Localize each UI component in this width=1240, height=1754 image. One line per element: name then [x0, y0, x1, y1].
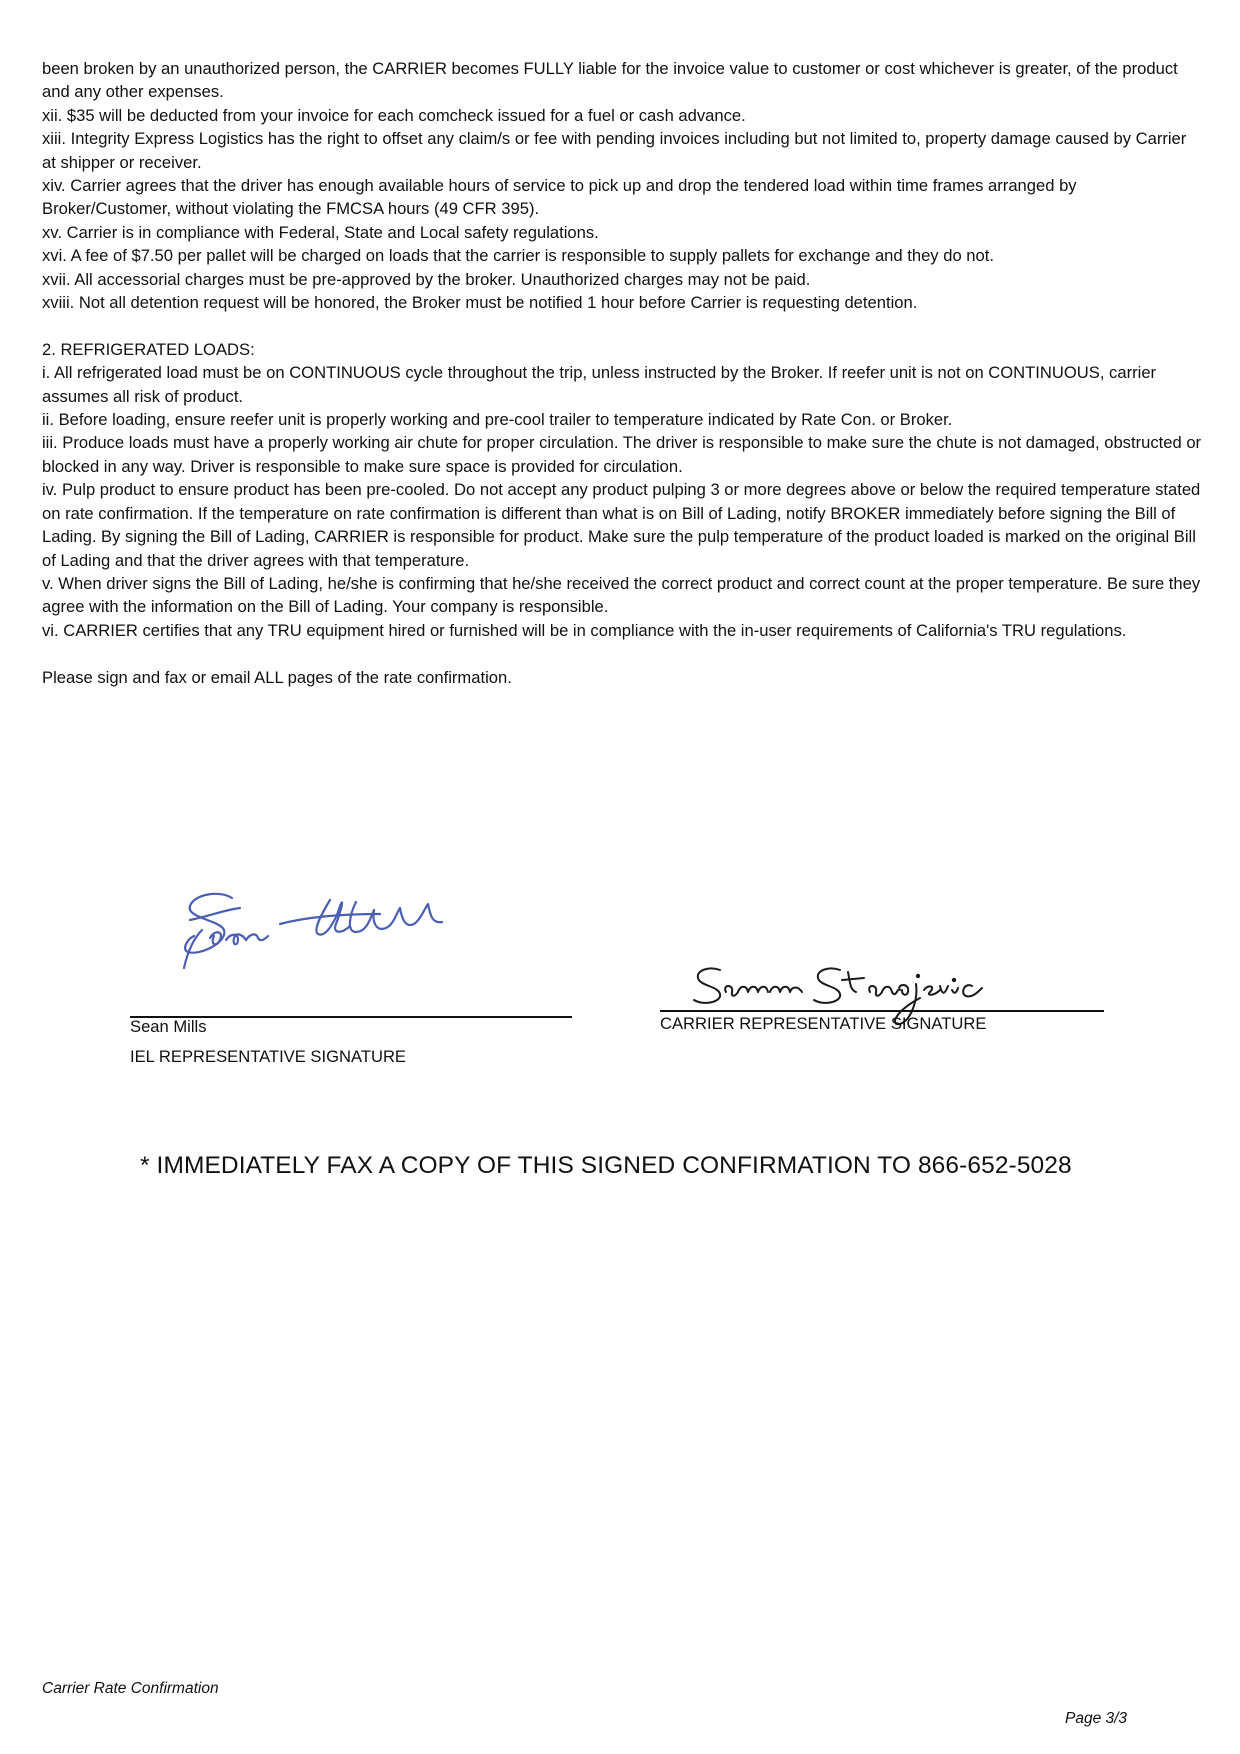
footer-document-title: Carrier Rate Confirmation	[42, 1680, 219, 1697]
footer-page-number: Page 3/3	[1065, 1710, 1128, 1727]
term-xviii: xviii. Not all detention request will be honored, the Broker must be notified 1 hour before Carrier is requesting detention.	[42, 293, 918, 313]
iel-handwritten-signature	[180, 880, 500, 980]
refrigerated-i: i. All refrigerated load must be on CONTINUOUS cycle throughout the trip, unless instructed by the Broker. If reefer unit is not on CONTINUOUS, carrier assumes all risk of product.	[42, 363, 1157, 406]
term-xvii: xvii. All accessorial charges must be pre-approved by the broker. Unauthorized charges may not be paid.	[42, 269, 811, 289]
term-xvi: xvi. A fee of $7.50 per pallet will be charged on loads that the carrier is responsible to supply pallets for exchange and they do not.	[42, 246, 994, 266]
refrigerated-iv: iv. Pulp product to ensure product has been pre-cooled. Do not accept any product pulping 3 or more degrees above or below the required temperature stated on rate confirmation. If the temperature on rate confirmation is different than what is on Bill of Lading, notify BROKER immediately before signing the Bill of Lading. By signing the Bill of Lading, CARRIER is responsible for product. Make sure the pulp temperature of the product loaded is marked on the original Bill of Lading and that the driver agrees with that temperature.	[42, 480, 1201, 570]
spacer	[42, 314, 1202, 337]
iel-representative-name: Sean Mills	[130, 1017, 207, 1036]
refrigerated-vi: vi. CARRIER certifies that any TRU equipment hired or furnished will be in compliance with the in-user requirements of California's TRU regulations.	[42, 620, 1127, 640]
iel-signature-label: IEL REPRESENTATIVE SIGNATURE	[130, 1047, 406, 1066]
fax-instruction-note: * IMMEDIATELY FAX A COPY OF THIS SIGNED CONFIRMATION TO 866-652-5028	[140, 1152, 1072, 1179]
carrier-signature-line	[660, 1010, 1104, 1012]
term-xiv: xiv. Carrier agrees that the driver has enough available hours of service to pick up and drop the tendered load within time frames arranged by Broker/Customer, without violating the FMCSA hours (49 CFR 395).	[42, 176, 1077, 219]
carrier-signature-label: CARRIER REPRESENTATIVE SIGNATURE	[660, 1014, 987, 1033]
spacer	[42, 642, 1202, 665]
term-continued: been broken by an unauthorized person, the CARRIER becomes FULLY liable for the invoice value to customer or cost whichever is greater, of the product and any other expenses.	[42, 59, 1178, 102]
refrigerated-ii: ii. Before loading, ensure reefer unit is properly working and pre-cool trailer to temperature indicated by Rate Con. or Broker.	[42, 410, 953, 430]
terms-text	[42, 57, 1202, 689]
refrigerated-iii: iii. Produce loads must have a properly working air chute for proper circulation. The driver is responsible to make sure the chute is not damaged, obstructed or blocked in any way. Driver is responsible to make sure space is provided for circulation.	[42, 433, 1202, 476]
section-heading-refrigerated: 2. REFRIGERATED LOADS:	[42, 339, 255, 359]
term-xiii: xiii. Integrity Express Logistics has the right to offset any claim/s or fee with pending invoices including but not limited to, property damage caused by Carrier at shipper or receiver.	[42, 129, 1187, 172]
refrigerated-v: v. When driver signs the Bill of Lading, he/she is confirming that he/she received the correct product and correct count at the proper temperature. Be sure they agree with the information on the Bill of Lading. Your company is responsible.	[42, 573, 1201, 617]
term-xv: xv. Carrier is in compliance with Federal, State and Local safety regulations.	[42, 222, 599, 242]
sign-instruction: Please sign and fax or email ALL pages of the rate confirmation.	[42, 667, 512, 687]
term-xii: xii. $35 will be deducted from your invoice for each comcheck issued for a fuel or cash advance.	[42, 105, 746, 125]
